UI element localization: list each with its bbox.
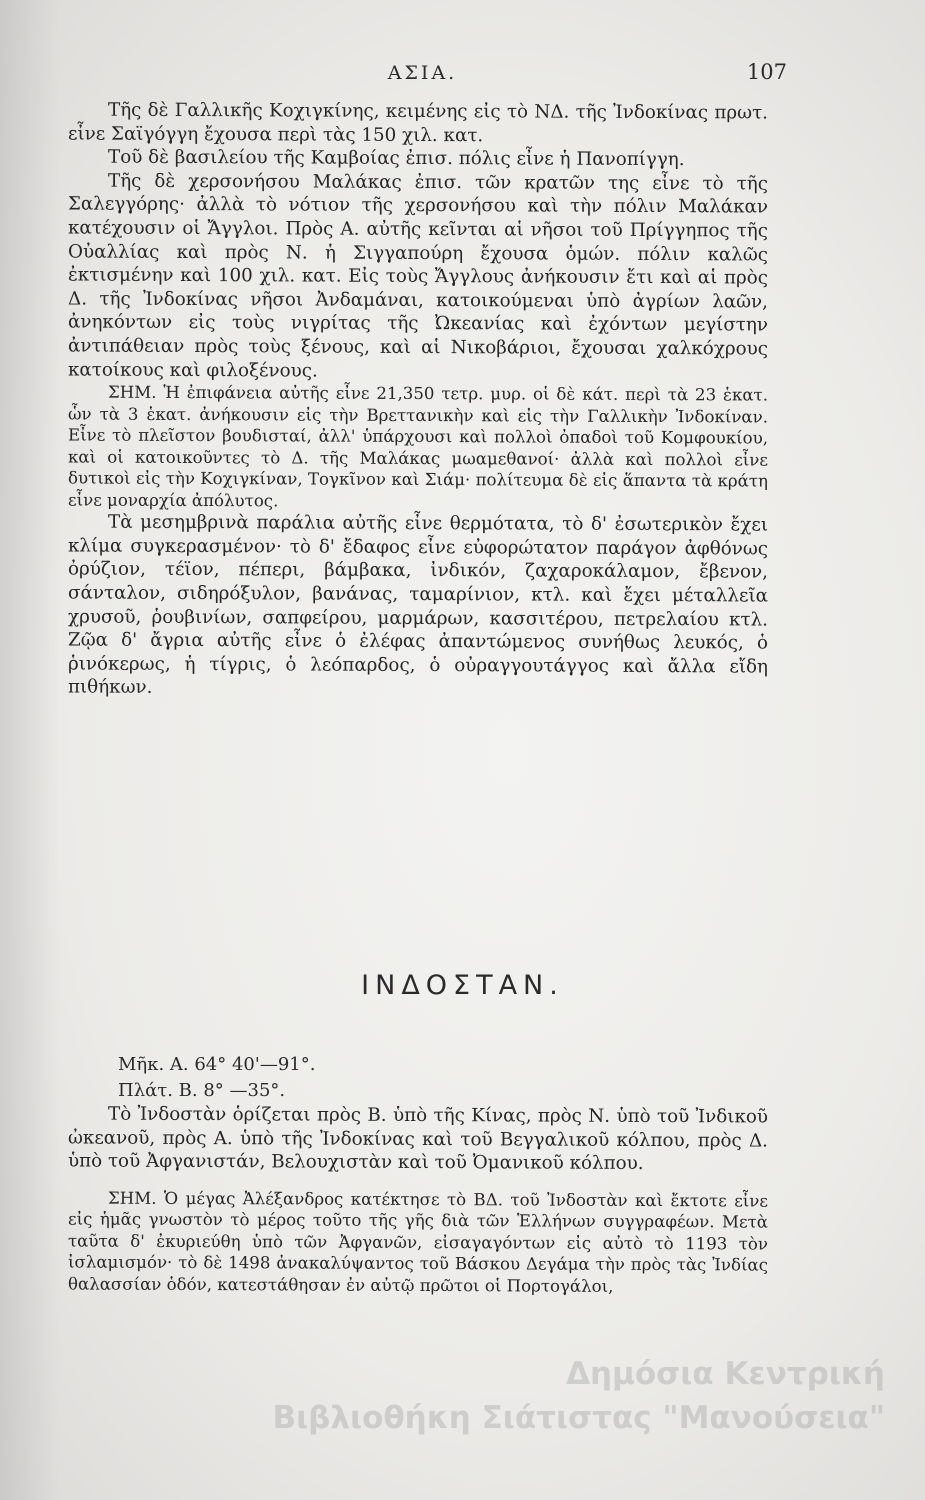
section-indochina-text xyxy=(68,98,768,702)
section-hindustan-text xyxy=(68,1102,768,1297)
note-paragraph: ΣΗΜ. Ἡ ἐπιφάνεια αὐτῆς εἶνε 21,350 τετρ. μυρ. οἱ δὲ κάτ. περὶ τὰ 23 ἑκατ. ὧν τὰ 3 ἑκατ. ἀνήκουσιν εἰς τὴν Βρεττανικὴν καὶ εἰς τὴν Γαλλικὴν Ἰνδοκίναν. Εἶνε τὸ πλεῖστον βουδισταί, ἀλλ' ὑπάρχουσι καὶ πολλοὶ ὀπαδοὶ τοῦ Κομφουκίου, καὶ οἱ κατοικοῦντες τὸ Δ. τῆς Μαλάκας μωαμεθανοί· ἀλλὰ καὶ πολλοὶ εἶνε δυτικοὶ εἰς τὴν Κοχιγκίναν, Τογκῖνον καὶ Σιάμ· πολίτευμα δὲ εἰς ἅπαντα τὰ κράτη εἶνε μοναρχία ἀπόλυτος. xyxy=(68,382,768,511)
section-heading: ΙΝΔΟΣΤΑΝ. xyxy=(361,970,564,1001)
coordinates-block xyxy=(118,1052,315,1104)
paragraph: Τὸ Ἰνδοστὰν ὁρίζεται πρὸς Β. ὑπὸ τῆς Κίνας, πρὸς Ν. ὑπὸ τοῦ Ἰνδικοῦ ὠκεανοῦ, πρὸς Α. ὑπὸ τῆς Ἰνδοκίνας καὶ τοῦ Βεγγαλικοῦ κόλπου, πρὸς Δ. ὑπὸ τοῦ Ἀφγανιστάν, Βελουχιστὰν καὶ τοῦ Ὀμανικοῦ κόλπου. xyxy=(68,1103,768,1175)
page-header xyxy=(60,60,785,94)
library-watermark xyxy=(272,1352,885,1440)
note-paragraph: ΣΗΜ. Ὁ μέγας Ἀλέξανδρος κατέκτησε τὸ ΒΔ. τοῦ Ἰνδοστὰν καὶ ἔκτοτε εἶνε εἰς ἡμᾶς γνωστὸν τὸ μέρος τοῦτο τῆς γῆς διὰ τῶν Ἑλλήνων συγγραφέων. Μετὰ ταῦτα δ' ἐκυριεύθη ὑπὸ τῶν Ἀφγανῶν, εἰσαγαγόντων εἰς αὐτὸ τὸ 1193 τὸν ἰσλαμισμόν· τὸ δὲ 1498 ἀνακαλύψαντος τοῦ Βάσκου Δεγάμα τὴν πρὸς τὰς Ἰνδίας θαλασσίαν ὁδόν, κατεστάθησαν ἐν αὐτῷ πρῶτοι οἱ Πορτογάλοι, xyxy=(68,1188,768,1296)
running-title: ΑΣΙΑ. xyxy=(387,62,458,84)
page-number: 107 xyxy=(746,60,787,84)
paragraph: Τὰ μεσημβρινὰ παράλια αὐτῆς εἶνε θερμότατα, τὸ δ' ἐσωτερικὸν ἔχει κλίμα συγκερασμένον· τὸ δ' ἔδαφος εἶνε εὐφορώτατον παράγον ἀφθόνως ὀρύζιον, τέϊον, πέπερι, βάμβακα, ἰνδικόν, ζαχαροκάλαμον, ἔβενον, σάνταλον, σιδηρόξυλον, βανάνας, ταμαρίνιον, κτλ. καὶ ἔχει μέταλλεῖα χρυσοῦ, ῥουβινίων, σαπφείρου, μαρμάρων, κασσιτέρου, πετρελαίου κτλ. Ζῷα δ' ἄγρια αὐτῆς εἶνε ὁ ἐλέφας ἀπαντώμενος συνήθως λευκός, ὁ ῥινόκερως, ἡ τίγρις, ὁ λεόπαρδος, ὁ οὐραγγουτάγγος καὶ ἄλλα εἴδη πιθήκων. xyxy=(68,511,768,699)
paragraph: Τῆς δὲ χερσονήσου Μαλάκας ἐπισ. τῶν κρατῶν της εἶνε τὸ τῆς Σαλεγγόρης· ἀλλὰ τὸ νότιον τῆς χερσονήσου καὶ τὴν πόλιν Μαλάκαν κατέχουσιν οἱ Ἄγγλοι. Πρὸς Α. αὐτῆς κεῖνται αἱ νῆσοι τοῦ Πρίγγηπος τῆς Οὐαλλίας καὶ πρὸς Ν. ἡ Σιγγαπούρη ἔχουσα ὁμών. πόλιν καλῶς ἐκτισμένην καὶ 100 χιλ. κατ. Εἰς τοὺς Ἄγγλους ἀνήκουσιν ἔτι καὶ αἱ πρὸς Δ. τῆς Ἰνδοκίνας νῆσοι Ἀνδαμάναι, κατοικούμεναι ὑπὸ ἀγρίων λαῶν, ἀνηκόντων εἰς τοὺς νιγρίτας τῆς Ὠκεανίας καὶ ἐχόντων μεγίστην ἀντιπάθειαν πρὸς τοὺς ξένους, καὶ αἱ Νικοβάριοι, ἔχουσαι χαλκόχρους κατοίκους καὶ φιλοξένους. xyxy=(68,170,768,382)
paragraph: Τῆς δὲ Γαλλικῆς Κοχιγκίνης, κειμένης εἰς τὸ ΝΔ. τῆς Ἰνδοκίνας πρωτ. εἶνε Σαϊγόγγη ἔχουσα περὶ τὰς 150 χιλ. κατ. xyxy=(68,99,768,146)
paragraph: Τοῦ δὲ βασιλείου τῆς Καμβοίας ἐπισ. πόλις εἶνε ἡ Πανοπίγγη. xyxy=(108,146,685,171)
watermark-line-2: Βιβλιοθήκη Σιάτιστας "Μανούσεια" xyxy=(272,1400,885,1436)
latitude-line: Πλάτ. Β. 8° —35°. xyxy=(118,1080,286,1101)
watermark-line-1: Δημόσια Κεντρική xyxy=(565,1356,885,1392)
spine-shadow xyxy=(0,0,60,1500)
longitude-line: Μῆκ. Α. 64° 40'—91°. xyxy=(118,1054,316,1075)
